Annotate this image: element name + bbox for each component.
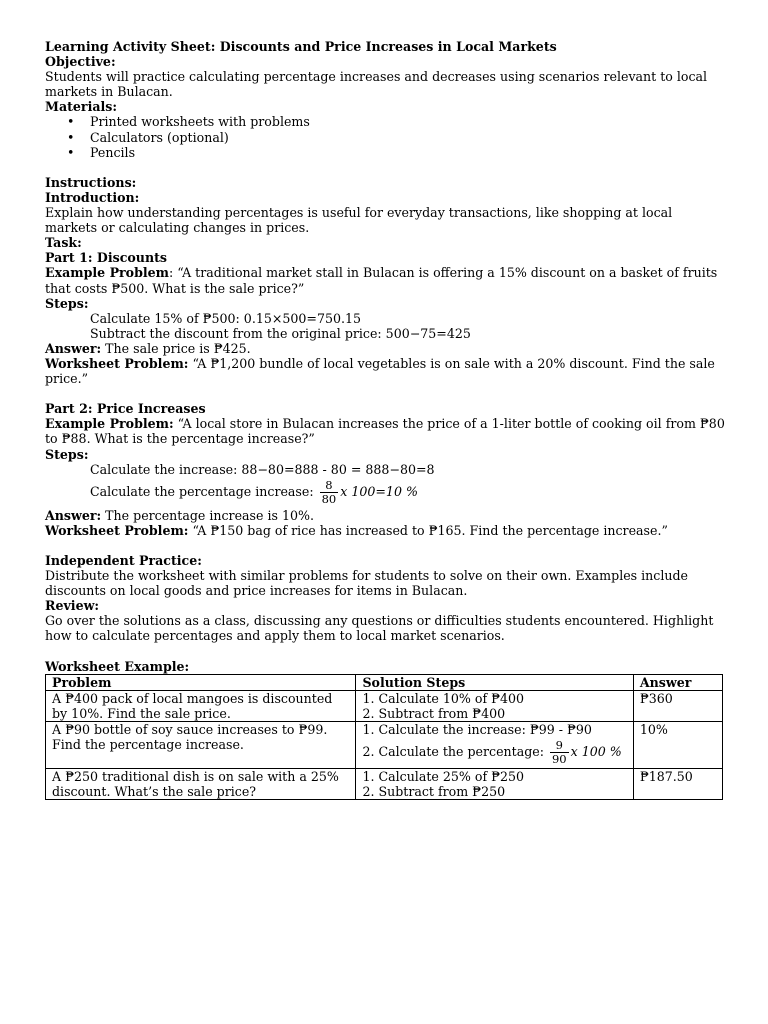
part2-step-1: Calculate the increase: 88−80=888 - 80 = 888−80=8 — [90, 461, 435, 477]
answer-cell: 10% — [633, 722, 722, 769]
instructions-heading: Instructions: — [45, 174, 137, 190]
solution-cell: 1. Calculate 10% of ₱400 2. Subtract from ₱400 — [356, 690, 633, 721]
worksheet-table — [45, 674, 723, 801]
column-header-solution-steps: Solution Steps — [356, 674, 633, 690]
introduction-heading: Introduction: — [45, 189, 140, 205]
introduction-text: Explain how understanding percentages is useful for everyday transactions, like shopping at local markets or calculating changes in prices. — [45, 205, 673, 236]
part2-answer: Answer: The percentage increase is 10%. — [45, 507, 314, 523]
list-item: • Calculators (optional) — [45, 130, 725, 145]
part2-step-2: Calculate the percentage increase: $\frac{8}{80}$ x 100=10 % — [90, 477, 418, 506]
document-title: Learning Activity Sheet: Discounts and Price Increases in Local Markets — [45, 39, 557, 54]
column-header-answer: Answer — [633, 674, 722, 690]
objective-heading: Objective: — [45, 54, 116, 70]
solution-cell: 1. Calculate the increase: ₱99 - ₱90 2. Calculate the percentage: $\frac{9}{90}$ x 100 % — [356, 722, 633, 769]
part1-heading: Part 1: Discounts — [45, 250, 168, 266]
part1-example-problem: Example Problem: “A traditional market stall in Bulacan is offering a 15% discount on a basket of fruits that costs ₱500. What is the sale price?” — [45, 265, 718, 296]
table-row — [46, 769, 723, 800]
list-item: • Pencils — [45, 145, 725, 160]
list-item: • Printed worksheets with problems — [45, 114, 725, 129]
objective-text: Students will practice calculating percentage increases and decreases using scenarios relevant to local markets in Bulacan. — [45, 69, 708, 100]
fraction: $\frac{9}{90}$ — [551, 738, 567, 767]
part2-steps-heading: Steps: — [45, 446, 89, 462]
part2-heading: Part 2: Price Increases — [45, 401, 206, 417]
answer-cell: ₱360 — [633, 690, 722, 721]
materials-heading: Materials: — [45, 99, 118, 115]
independent-practice-text: Distribute the worksheet with similar problems for students to solve on their own. Examples include discounts on local goods and price increases for items in Bulacan. — [45, 568, 688, 599]
table-row — [46, 722, 723, 769]
table-header-row — [46, 674, 723, 690]
part1-answer: Answer: The sale price is ₱425. — [45, 340, 251, 356]
materials-list — [45, 114, 725, 159]
task-heading: Task: — [45, 235, 82, 251]
table-row — [46, 690, 723, 721]
part2-worksheet-problem: Worksheet Problem: “A ₱150 bag of rice has increased to ₱165. Find the percentage increase.” — [45, 522, 668, 538]
answer-cell: ₱187.50 — [633, 769, 722, 800]
part1-steps-heading: Steps: — [45, 295, 89, 311]
fraction: $\frac{8}{80}$ — [321, 477, 337, 506]
problem-cell: A ₱400 pack of local mangoes is discounted by 10%. Find the sale price. — [46, 690, 356, 721]
problem-cell: A ₱90 bottle of soy sauce increases to ₱99. Find the percentage increase. — [46, 722, 356, 769]
independent-practice-heading: Independent Practice: — [45, 553, 202, 568]
part1-step-2: Subtract the discount from the original price: 500−75=425 — [90, 325, 471, 341]
part1-step-1: Calculate 15% of ₱500: 0.15×500=750.15 — [90, 310, 362, 326]
problem-cell: A ₱250 traditional dish is on sale with a 25% discount. What’s the sale price? — [46, 769, 356, 800]
document-page — [45, 39, 725, 800]
review-heading: Review: — [45, 598, 100, 614]
column-header-problem: Problem — [46, 674, 356, 690]
part1-worksheet-problem: Worksheet Problem: “A ₱1,200 bundle of local vegetables is on sale with a 20% discount. Find the sale price.” — [45, 355, 715, 387]
review-text: Go over the solutions as a class, discussing any questions or difficulties students encountered. Highlight how to calculate percentages and apply them to local market scenarios. — [45, 613, 714, 644]
worksheet-example-heading: Worksheet Example: — [45, 658, 190, 674]
solution-cell: 1. Calculate 25% of ₱250 2. Subtract from ₱250 — [356, 769, 633, 800]
part2-example-problem: Example Problem: “A local store in Bulacan increases the price of a 1-liter bottle of cooking oil from ₱80 to ₱88. What is the percentage increase?” — [45, 416, 725, 447]
